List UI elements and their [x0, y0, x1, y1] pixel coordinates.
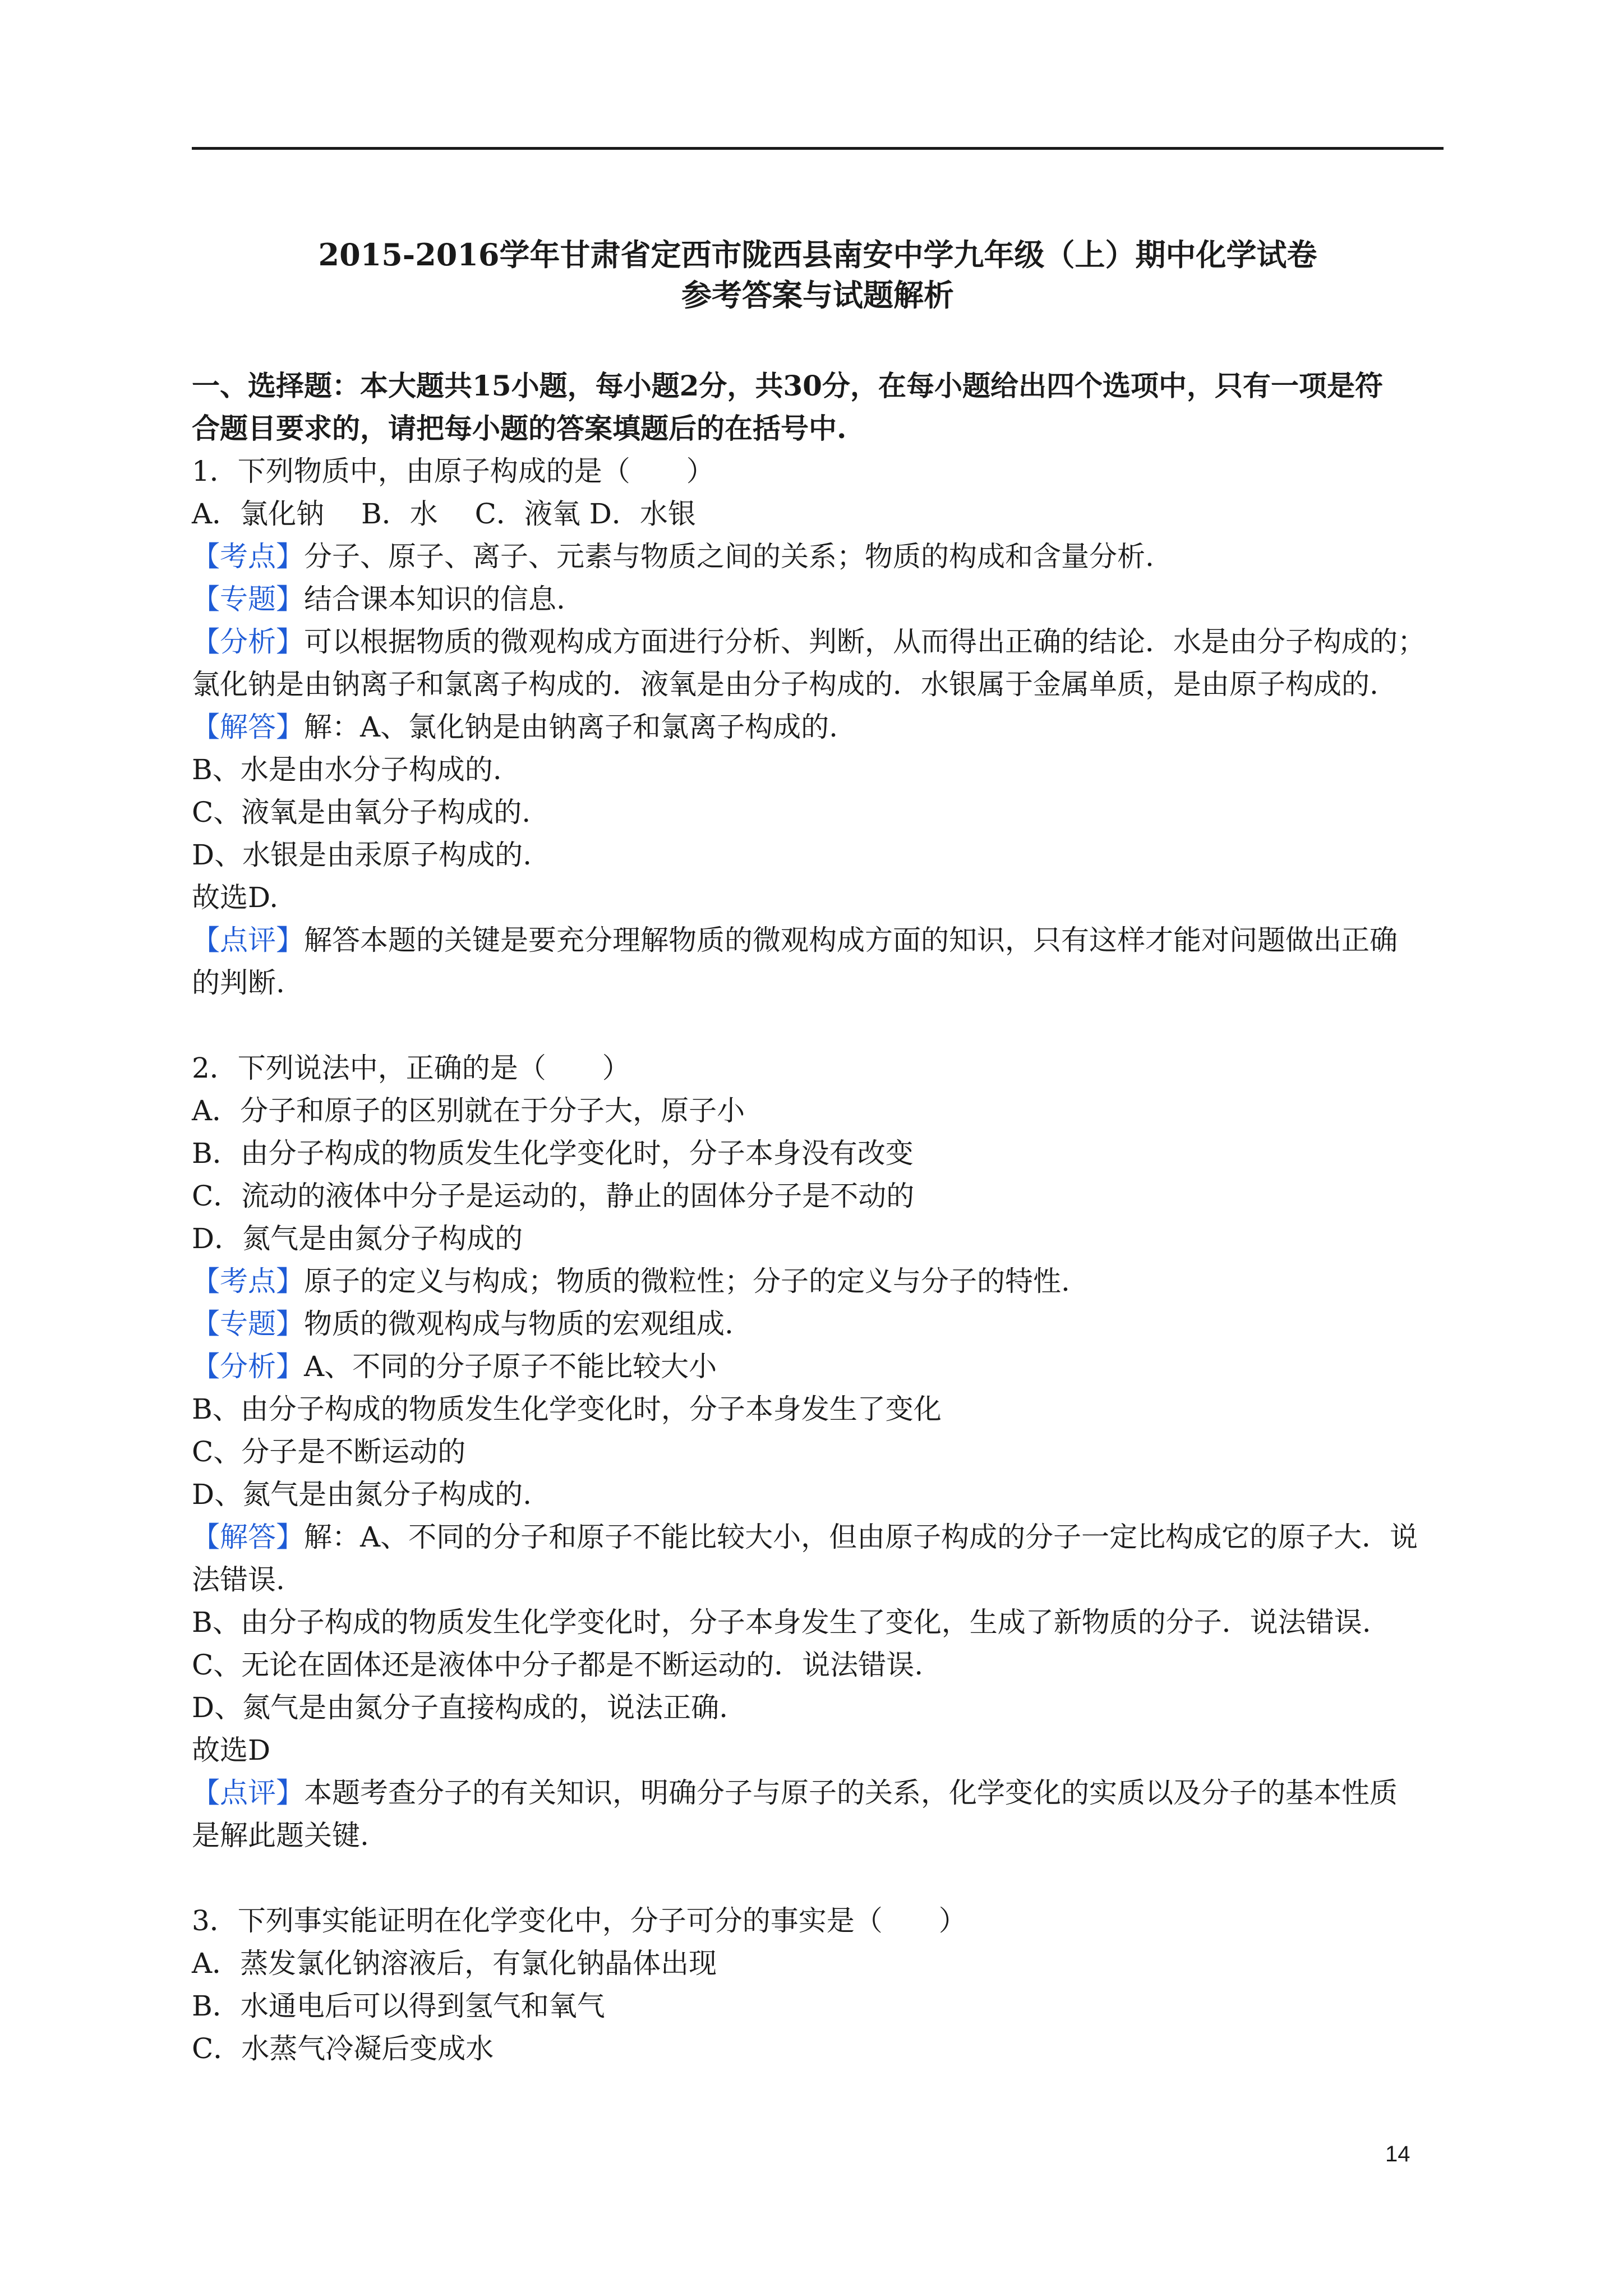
q2-dianping-line2: 是解此题关键.: [192, 1819, 369, 1852]
dianping-label: 【点评】: [192, 1777, 304, 1809]
zhuanti-label: 【专题】: [192, 583, 304, 615]
q2-stem: 2．下列说法中，正确的是（ ）: [192, 1052, 630, 1084]
q1-jieda-text: 解：A、氯化钠是由钠离子和氯离子构成的.: [304, 711, 838, 743]
dianping-label: 【点评】: [192, 924, 304, 956]
q3-option-a: A．蒸发氯化钠溶液后，有氯化钠晶体出现: [192, 1947, 717, 1980]
q2-fenxi-line3: C、分子是不断运动的: [192, 1435, 466, 1468]
jieda-label: 【解答】: [192, 1521, 304, 1553]
q1-kaodian-text: 分子、原子、离子、元素与物质之间的关系；物质的构成和含量分析.: [304, 540, 1154, 573]
section-heading-line1: 一、选择题：本大题共15小题，每小题2分，共30分，在每小题给出四个选项中，只有一项是符: [192, 369, 1383, 402]
q2-kaodian: [192, 1260, 1444, 1303]
q3-option-b: B．水通电后可以得到氢气和氧气: [192, 1990, 605, 2022]
q1-jieda: [192, 706, 1444, 748]
q2-jieda-text: 解：A、不同的分子和原子不能比较大小，但由原子构成的分子一定比构成它的原子大．说: [304, 1521, 1418, 1553]
kaodian-label: 【考点】: [192, 1265, 304, 1297]
q2-option-a: A．分子和原子的区别就在于分子大，原子小: [192, 1094, 745, 1127]
q1-fenxi-line2: 氯化钠是由钠离子和氯离子构成的．液氧是由分子构成的．水银属于金属单质，是由原子构成的.: [192, 668, 1378, 701]
header-rule: [192, 147, 1444, 150]
q2-option-d: D．氮气是由氮分子构成的: [192, 1222, 523, 1255]
q2-fenxi-text: A、不同的分子原子不能比较大小: [304, 1350, 717, 1383]
kaodian-label: 【考点】: [192, 540, 304, 573]
q1-jieda-line3: C、液氧是由氧分子构成的.: [192, 796, 531, 829]
q2-jieda-line5: D、氮气是由氮分子直接构成的，说法正确.: [192, 1691, 728, 1724]
q3-stem: 3．下列事实能证明在化学变化中，分子可分的事实是（ ）: [192, 1904, 967, 1937]
q1-dianping: [192, 919, 1444, 961]
q2-fenxi-line4: D、氮气是由氮分子构成的.: [192, 1478, 532, 1511]
section-heading-line2: 合题目要求的，请把每小题的答案填题后的在括号中.: [192, 412, 847, 445]
jieda-label: 【解答】: [192, 711, 304, 743]
q1-fenxi: [192, 620, 1444, 663]
q2-kaodian-text: 原子的定义与构成；物质的微粒性；分子的定义与分子的特性.: [304, 1265, 1070, 1297]
q2-jieda-line2: 法错误.: [192, 1563, 285, 1596]
q1-dianping-line2: 的判断.: [192, 967, 285, 999]
q2-fenxi: [192, 1345, 1444, 1388]
page-number: 14: [1385, 2142, 1410, 2166]
q2-jieda-line4: C、无论在固体还是液体中分子都是不断运动的．说法错误.: [192, 1649, 924, 1681]
fenxi-label: 【分析】: [192, 1350, 304, 1383]
q1-kaodian: [192, 535, 1444, 578]
q2-jieda: [192, 1516, 1444, 1558]
q1-answer: 故选D.: [192, 881, 279, 914]
q2-fenxi-line2: B、由分子构成的物质发生化学变化时，分子本身发生了变化: [192, 1393, 942, 1425]
q1-dianping-text: 解答本题的关键是要充分理解物质的微观构成方面的知识，只有这样才能对问题做出正确: [304, 924, 1398, 956]
fenxi-label: 【分析】: [192, 625, 304, 658]
q2-zhuanti-text: 物质的微观构成与物质的宏观组成.: [304, 1308, 734, 1340]
q1-jieda-line4: D、水银是由汞原子构成的.: [192, 839, 532, 871]
q1-zhuanti-text: 结合课本知识的信息.: [304, 583, 565, 615]
q1-zhuanti: [192, 578, 1444, 620]
q1-fenxi-text: 可以根据物质的微观构成方面进行分析、判断，从而得出正确的结论．水是由分子构成的；: [304, 625, 1426, 658]
q2-jieda-line3: B、由分子构成的物质发生化学变化时，分子本身发生了变化，生成了新物质的分子．说法错误.: [192, 1606, 1371, 1639]
q2-zhuanti: [192, 1303, 1444, 1345]
q1-options: A．氯化钠 B．水 C．液氧 D．水银: [192, 498, 696, 530]
q2-option-b: B．由分子构成的物质发生化学变化时，分子本身没有改变: [192, 1137, 914, 1170]
q1-stem: 1．下列物质中，由原子构成的是（ ）: [192, 455, 714, 487]
q3-option-c: C．水蒸气冷凝后变成水: [192, 2032, 494, 2065]
q2-option-c: C．流动的液体中分子是运动的，静止的固体分子是不动的: [192, 1180, 915, 1212]
document-subtitle: 参考答案与试题解析: [681, 277, 954, 313]
q2-dianping-text: 本题考查分子的有关知识，明确分子与原子的关系，化学变化的实质以及分子的基本性质: [304, 1777, 1398, 1809]
zhuanti-label: 【专题】: [192, 1308, 304, 1340]
q2-answer: 故选D: [192, 1734, 271, 1766]
document-title: 2015-2016学年甘肃省定西市陇西县南安中学九年级（上）期中化学试卷: [318, 237, 1317, 273]
q1-jieda-line2: B、水是由水分子构成的.: [192, 753, 502, 786]
q2-dianping: [192, 1772, 1444, 1814]
